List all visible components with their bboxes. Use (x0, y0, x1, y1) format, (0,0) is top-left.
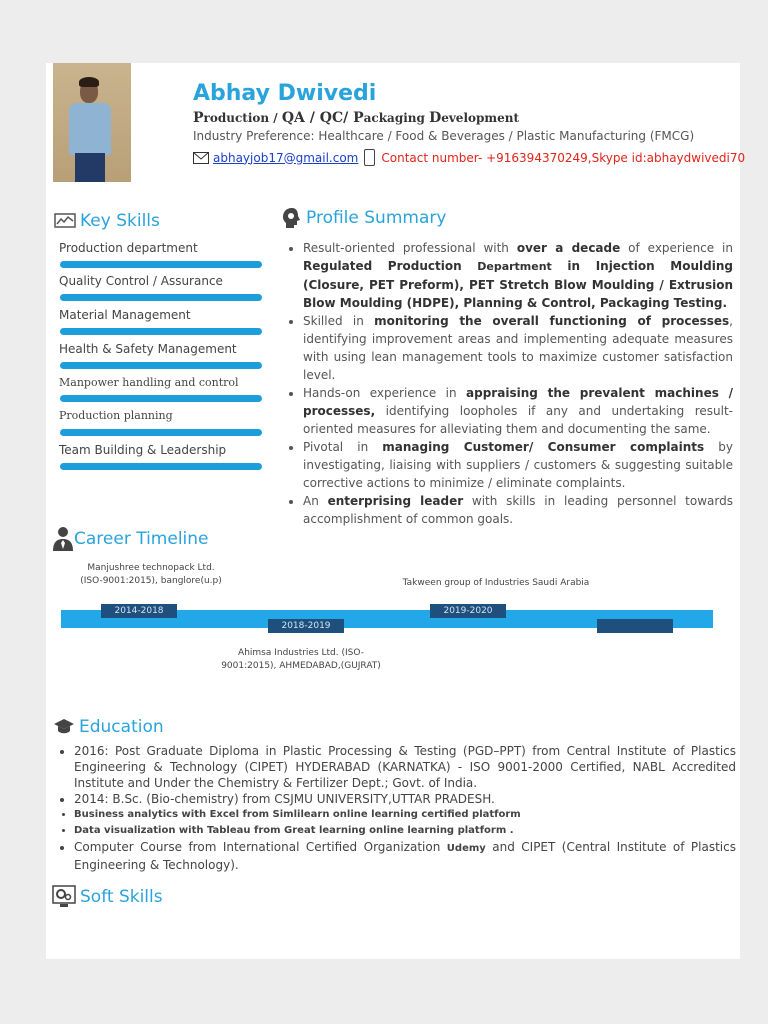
resume-page (46, 63, 746, 959)
education-item: • Business analytics with Excel from Simlilearn online learning certified platform (74, 807, 736, 823)
soft-skills-heading: Soft Skills (52, 885, 163, 909)
candidate-name: Abhay Dwivedi (193, 81, 377, 106)
education-item: • Data visualization with Tableau from Great learning online learning platform . (74, 823, 736, 839)
skill-item: Production department (59, 241, 198, 255)
summary-point: • Pivotal in managing Customer/ Consumer complaints by investigating, liaising with suppliers / customers & suggesting suitable corrective actions to minimize / eliminate complaints. (303, 438, 733, 492)
skill-bar (60, 429, 262, 436)
education-heading: Education (53, 717, 164, 737)
skill-item: Manpower handling and control (59, 376, 239, 389)
summary-point: • An enterprising leader with skills in leading personnel towards accomplishment of common goals. (303, 492, 733, 528)
skill-bar (60, 328, 262, 335)
mail-icon (193, 152, 209, 164)
skill-item: Material Management (59, 308, 191, 322)
email-link[interactable]: abhayjob17@gmail.com (213, 150, 359, 165)
timeline-company-label: Manjushree technopack Ltd. (ISO-9001:2015), banglore(u.p) (80, 563, 222, 586)
skill-item: Health & Safety Management (59, 342, 237, 356)
skill-bar (60, 463, 262, 470)
skill-item: Quality Control / Assurance (59, 274, 223, 288)
skill-bar (60, 294, 262, 301)
skill-bar (60, 395, 262, 402)
timeline-company-label: Ahimsa Industries Ltd. (ISO-9001:2015), AHMEDABAD,(GUJRAT) (221, 648, 381, 671)
person-tie-icon (52, 527, 74, 551)
career-timeline-heading: Career Timeline (52, 527, 209, 551)
skill-bar (60, 362, 262, 369)
education-list (46, 743, 736, 873)
profile-photo (53, 63, 131, 182)
candidate-role: Production / QA / QC/ Packaging Development (193, 110, 519, 126)
gear-screen-icon (52, 885, 76, 909)
summary-point: • Result-oriented professional with over a decade of experience in Regulated Production Department in Injection Moulding (Closure, PET Preform), PET Stretch Blow Moulding / Extrusion Blow Moulding (HDPE), Planning & Control, Packaging Testing. (303, 239, 733, 312)
timeline-period: 2014-2018 (101, 604, 177, 618)
contact-number: Contact number- +916394370249,Skype id:abhaydwivedi70 (381, 150, 746, 165)
education-item: • Computer Course from International Certified Organization Udemy and CIPET (Central Institute of Plastics Engineering & Technology). (74, 839, 736, 873)
timeline-period (597, 619, 673, 633)
summary-point: • Skilled in monitoring the overall functioning of processes, identifying improvement areas and implementing adequate measures with using lean management tools to maximize customer satisfaction level. (303, 312, 733, 384)
summary-point: • Hands-on experience in appraising the prevalent machines / processes, identifying loopholes if any and undertaking result-oriented measures for alleviating them and documenting the same. (303, 384, 733, 438)
timeline-period: 2018-2019 (268, 619, 344, 633)
industry-preference: Industry Preference: Healthcare / Food & Beverages / Plastic Manufacturing (FMCG) (193, 129, 695, 143)
profile-summary-heading: Profile Summary (282, 207, 446, 229)
timeline-period: 2019-2020 (430, 604, 506, 618)
timeline-company-label: Takween group of Industries Saudi Arabia (402, 578, 590, 588)
graduation-cap-icon (53, 718, 75, 736)
contact-line (193, 149, 745, 166)
skill-bar (60, 261, 262, 268)
key-skills-heading: Key Skills (54, 211, 160, 231)
skill-item: Team Building & Leadership (59, 443, 227, 457)
skill-item: Production planning (59, 409, 173, 422)
education-item: • 2014: B.Sc. (Bio-chemistry) from CSJMU UNIVERSITY,UTTAR PRADESH. (74, 791, 736, 807)
head-gear-icon (282, 207, 302, 229)
education-item: • 2016: Post Graduate Diploma in Plastic Processing & Testing (PGD–PPT) from Central Institute of Plastics Engineering & Technology (CIPET) HYDERABAD (KARNATKA) - ISO 9001-2000 Certified, NABL Accredited Institute and Under the Chemistry & Fertilizer Dept.; Govt. of India. (74, 743, 736, 791)
profile-summary-list (283, 239, 733, 528)
phone-icon (364, 149, 375, 166)
chart-icon (54, 213, 76, 229)
